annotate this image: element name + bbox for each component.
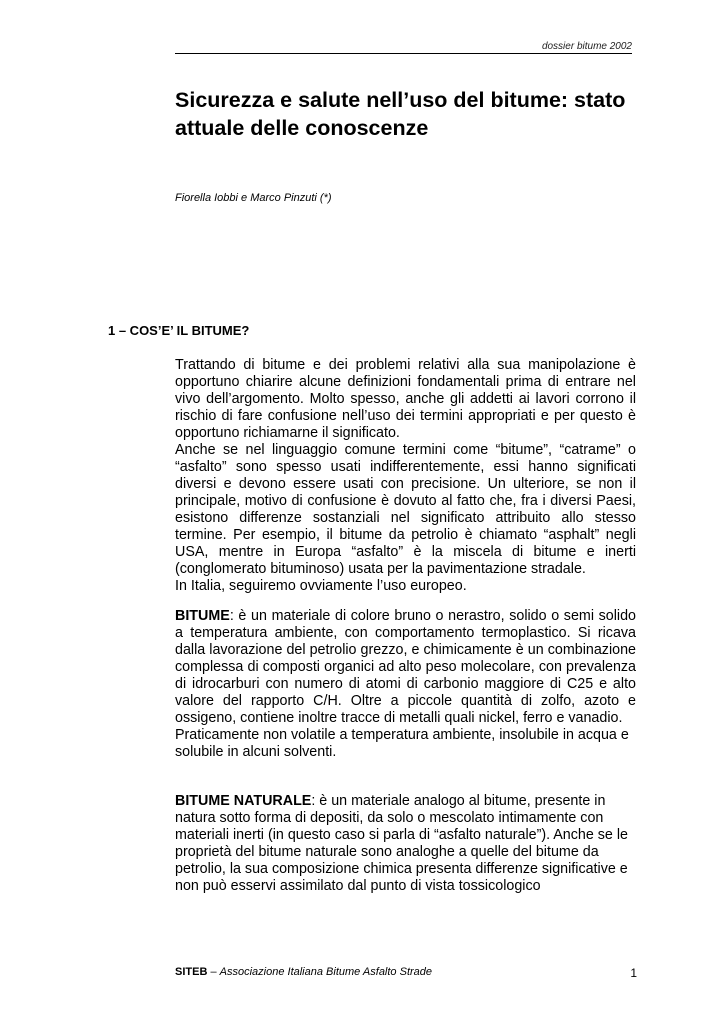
authors-line: Fiorella Iobbi e Marco Pinzuti (*) (175, 192, 332, 204)
intro-text-3: In Italia, seguiremo ovviamente l’uso europeo. (175, 578, 467, 594)
bitume-definition (175, 608, 636, 761)
footer-org-name: Associazione Italiana Bitume Asfalto Strade (219, 966, 433, 978)
bitume-definition-text: : è un materiale di colore bruno o nerastro, solido o semi solido a temperatura ambiente, con comportamento termoplastico. Si ricava dalla lavorazione del petrolio grezzo, e chimicamente è un combinazione complessa di composti organici ad alto peso molecolare, con prevalenza di idrocarburi con numero di atomi di carbonio maggiore di C25 e alto valore del rapporto C/H. Oltre a piccole quantità di zolfo, azoto e ossigeno, contiene inoltre tracce di metalli quali nickel, ferro e vanadio. (175, 608, 636, 726)
intro-paragraph (175, 357, 636, 595)
bitume-naturale-term: BITUME NATURALE (175, 793, 312, 809)
footer-org-abbr: SITEB (175, 966, 208, 978)
page-number: 1 (630, 966, 637, 980)
page-footer (175, 966, 432, 978)
intro-text-2: Anche se nel linguaggio comune termini come “bitume”, “catrame” o “asfalto” sono spesso usati indifferentemente, essi hanno significati diversi e devono essere usati con precisione. Un ulteriore, se non il principale, motivo di confusione è dovuto al fatto che, fra i diversi Paesi, esistono differenze sostanziali nel significato attribuito allo stesso termine. Per esempio, il bitume da petrolio è chiamato “asphalt” negli USA, mentre in Europa “asfalto” è la miscela di bitume e inerti (conglomerato bituminoso) usata per la pavimentazione stradale. (175, 442, 636, 577)
bitume-definition-text-2: Praticamente non volatile a temperatura ambiente, insolubile in acqua e solubile in alcuni solventi. (175, 727, 629, 760)
section-heading: 1 – COS’E’ IL BITUME? (108, 323, 250, 338)
running-header: dossier bitume 2002 (541, 41, 632, 52)
footer-separator: – (207, 966, 220, 978)
intro-text-1: Trattando di bitume e dei problemi relativi alla sua manipolazione è opportuno chiarire alcune definizioni fondamentali prima di entrare nel vivo dell’argomento. Molto spesso, anche gli addetti ai lavori corrono il rischio di fare confusione nell’uso dei termini appropriati e per questo è opportuno richiamarne il significato. (175, 357, 636, 441)
header-divider (175, 53, 632, 54)
bitume-naturale-text: : è un materiale analogo al bitume, presente in natura sotto forma di depositi, da solo o mescolato intimamente con materiali inerti (in questo caso si parla di “asfalto naturale”). Anche se le proprietà del bitume naturale sono analoghe a quelle del bitume da petrolio, la sua composizione chimica presenta differenze significative e non può esservi assimilato dal punto di vista tossicologico (175, 793, 628, 894)
document-title: Sicurezza e salute nell’uso del bitume: stato attuale delle conoscenze (175, 88, 626, 140)
bitume-naturale-definition (175, 793, 636, 895)
bitume-term: BITUME (175, 608, 230, 624)
